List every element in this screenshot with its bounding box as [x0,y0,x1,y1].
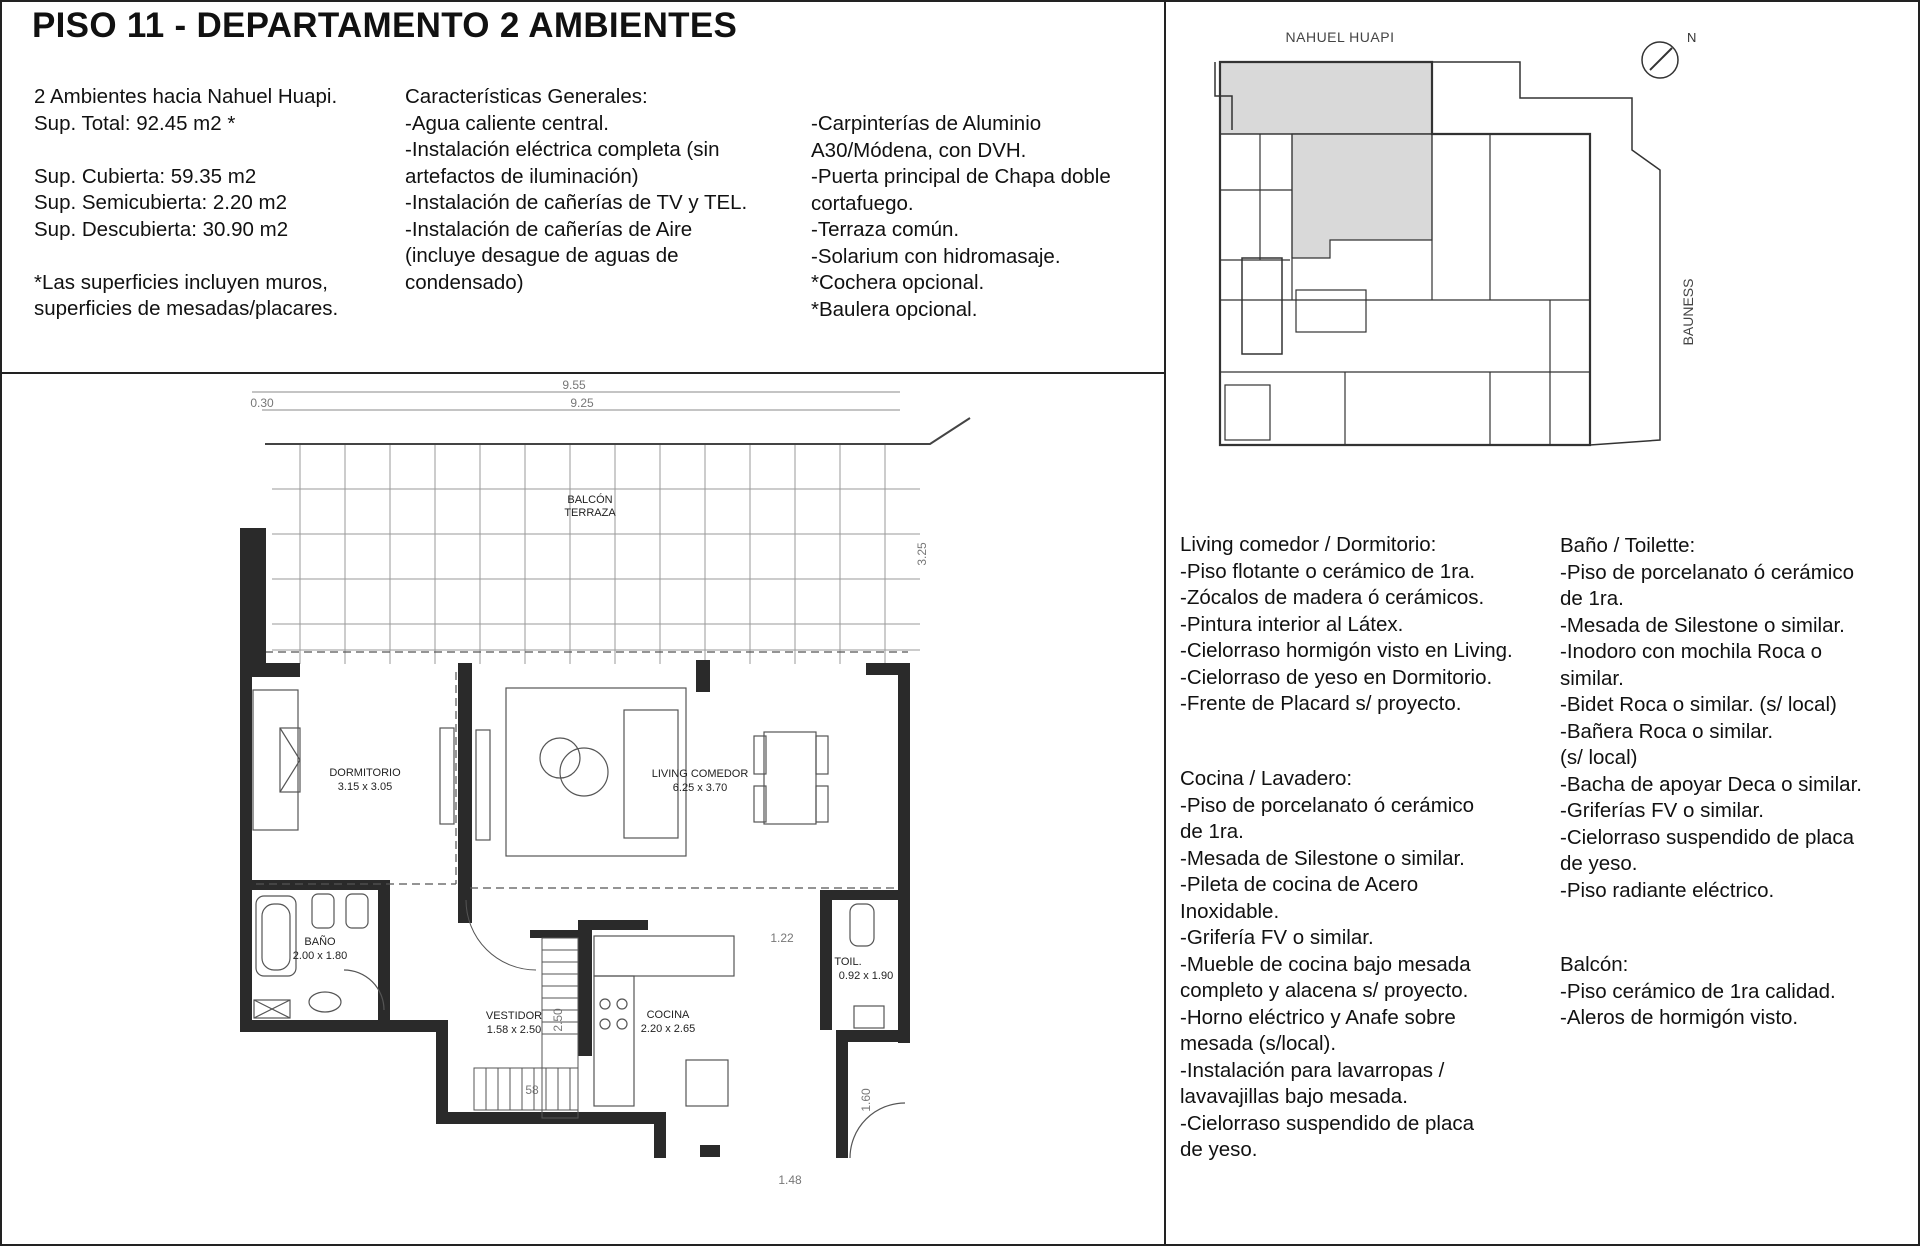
general-item: -Agua caliente central. [405,111,609,135]
living-spec-item: -Piso flotante o cerámico de 1ra. [1180,559,1476,583]
dim-vestidor-height: 2.50 [551,1008,565,1032]
kitchen-spec-item: -Mesada de Silestone o similar. [1180,846,1465,870]
kitchen-spec-item: -Cielorraso suspendido de placa [1180,1111,1475,1135]
building-outline-right [1432,62,1660,445]
bath-label: BAÑO [304,936,336,948]
kitchen-spec-item: -Grifería FV o similar. [1180,926,1374,949]
north-label: N [1687,30,1697,45]
general-item: artefactos de iluminación) [405,164,639,188]
toilet-label: TOIL. [834,956,862,968]
living-spec-item: -Zócalos de madera ó cerámicos. [1180,586,1485,609]
street-top-label: NAHUEL HUAPI [1285,29,1395,45]
dim-toilet-width: 1.22 [770,931,794,945]
living-spec-item: -Frente de Placard s/ proyecto. [1180,692,1462,715]
kitchen-dims: 2.20 x 2.65 [640,1023,696,1035]
bath-spec-item: -Bidet Roca o similar. (s/ local) [1560,693,1837,716]
kitchen-fixtures-icon [594,936,734,1106]
living-label: LIVING COMEDOR [651,768,749,780]
kitchen-spec-item: de yeso. [1180,1138,1258,1161]
highlighted-unit-upper [1220,62,1432,134]
dim-balcony-depth: 3.25 [915,542,929,566]
living-dims: 6.25 x 3.70 [672,782,728,794]
kitchen-spec-item: de 1ra. [1180,820,1244,843]
bath-spec-item: similar. [1560,666,1624,690]
kitchen-spec-item: lavavajillas bajo mesada. [1180,1085,1408,1108]
walls [240,528,910,1158]
bath-spec-item: -Griferías FV o similar. [1560,799,1764,822]
general-item: -Instalación de cañerías de Aire [405,217,693,241]
general-item: *Cochera opcional. [811,271,985,294]
summary-line: Sup. Cubierta: 59.35 m2 [34,164,257,188]
bedroom-dims: 3.15 x 3.05 [337,781,393,793]
living-spec-item: -Pintura interior al Látex. [1180,612,1404,636]
living-specs [1180,532,1513,718]
general-item: -Instalación eléctrica completa (sin [405,138,720,161]
bedroom-label: DORMITORIO [329,767,401,779]
general-features [405,84,747,296]
bath-spec-item: -Bacha de apoyar Deca o similar. [1560,772,1862,796]
dim-inner: 9.25 [570,396,594,410]
balcony-railing [265,418,970,444]
stair-core [1242,258,1282,354]
kitchen-specs-heading: Cocina / Lavadero: [1180,767,1353,790]
kitchen-spec-item: -Pileta de cocina de Acero [1180,873,1419,896]
street-right-label: BAUNESS [1680,278,1696,346]
living-spec-item: -Cielorraso hormigón visto en Living. [1180,639,1513,662]
balcony-specs-heading: Balcón: [1560,953,1629,976]
general-heading: Características Generales: [405,85,648,108]
general-item: -Terraza común. [811,218,960,241]
north-arrow-icon [1642,30,1696,78]
general-item: (incluye desague de aguas de [405,244,679,267]
general-item: *Baulera opcional. [811,297,978,321]
closet-label: VESTIDOR [485,1010,543,1022]
bath-specs-heading: Baño / Toilette: [1560,534,1696,557]
bath-specs [1560,533,1862,904]
living-specs-heading: Living comedor / Dormitorio: [1180,533,1437,556]
kitchen-spec-item: completo y alacena s/ proyecto. [1180,979,1469,1002]
general-item: cortafuego. [811,191,914,215]
bath-spec-item: -Cielorraso suspendido de placa [1560,825,1855,849]
dim-entry-height: 1.60 [859,1088,873,1112]
kitchen-spec-item: mesada (s/local). [1180,1032,1337,1055]
bath-spec-item: -Piso radiante eléctrico. [1560,878,1775,902]
summary-line: superficies de mesadas/placares. [34,297,339,320]
general-item: -Puerta principal de Chapa doble [811,165,1111,188]
balcony-spec-item: -Piso cerámico de 1ra calidad. [1560,979,1836,1003]
dim-vestidor-width: 58 [525,1083,539,1097]
bath-spec-item: (s/ local) [1560,746,1638,769]
general-item: -Carpinterías de Aluminio [811,112,1042,135]
kitchen-specs [1180,766,1474,1164]
dim-total: 9.55 [562,378,586,392]
bath-spec-item: -Mesada de Silestone o similar. [1560,613,1845,637]
general-item: A30/Módena, con DVH. [811,138,1027,162]
kitchen-label: COCINA [646,1009,690,1021]
living-spec-item: -Cielorraso de yeso en Dormitorio. [1180,665,1493,689]
bath-spec-item: -Bañera Roca o similar. [1560,719,1774,743]
dim-entry-width: 1.48 [778,1173,802,1187]
kitchen-spec-item: Inoxidable. [1180,899,1280,923]
page-title: PISO 11 - DEPARTAMENTO 2 AMBIENTES [32,6,738,45]
bed-icon [253,690,454,830]
surface-summary [34,84,338,323]
kitchen-spec-item: -Mueble de cocina bajo mesada [1180,952,1471,976]
bath-dims: 2.00 x 1.80 [292,950,348,962]
general-item: -Instalación de cañerías de TV y TEL. [405,191,748,214]
balcony-tile-grid [272,444,920,664]
general-features-cont [811,111,1111,323]
kitchen-spec-item: -Piso de porcelanato ó cerámico [1180,793,1474,817]
balcony-specs [1560,952,1836,1032]
dim-wall: 0.30 [250,396,274,410]
bath-spec-item: -Piso de porcelanato ó cerámico [1560,560,1854,584]
bath-spec-item: de yeso. [1560,852,1638,875]
elevator-core [1296,290,1366,332]
balcony-label-2: TERRAZA [564,507,616,519]
general-item: condensado) [405,270,524,294]
balcony-label: BALCÓN [567,494,613,506]
bath-spec-item: -Inodoro con mochila Roca o [1560,640,1823,663]
summary-line: Sup. Total: 92.45 m2 * [34,111,236,135]
general-item: -Solarium con hidromasaje. [811,244,1061,268]
toilet-dims: 0.92 x 1.90 [838,970,894,982]
kitchen-spec-item: -Horno eléctrico y Anafe sobre [1180,1005,1456,1029]
stair-core-lower [1225,385,1270,440]
summary-line: Sup. Descubierta: 30.90 m2 [34,217,289,241]
floor-plan [0,374,1164,1244]
summary-line: Sup. Semicubierta: 2.20 m2 [34,191,287,214]
balcony-spec-item: -Aleros de hormigón visto. [1560,1006,1799,1029]
summary-line: *Las superficies incluyen muros, [34,270,328,294]
site-plan [1166,0,1920,500]
closet-dims: 1.58 x 2.50 [486,1024,542,1036]
summary-line: 2 Ambientes hacia Nahuel Huapi. [34,85,338,108]
bath-spec-item: de 1ra. [1560,587,1624,610]
highlighted-unit-lower [1292,134,1432,258]
kitchen-spec-item: -Instalación para lavarropas / [1180,1058,1445,1082]
